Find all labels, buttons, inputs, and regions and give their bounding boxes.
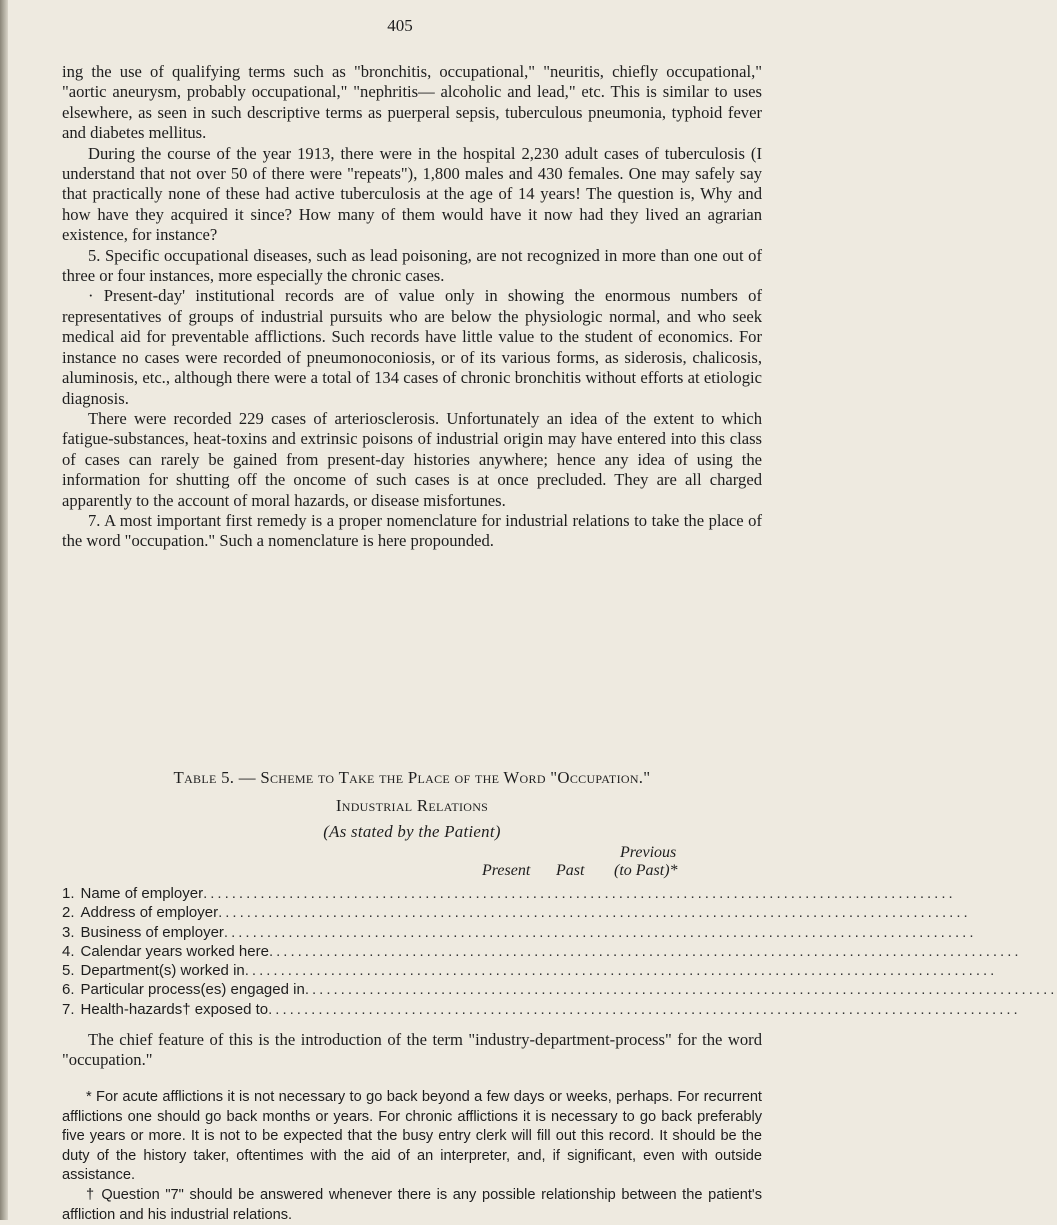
row-label: Name of employer (80, 885, 204, 902)
leader-dots: ......................................................................................................... (268, 1000, 1021, 1018)
table-subtitle: Industrial Relations (335, 796, 489, 815)
body-text-after-table (62, 1030, 762, 1071)
footnote-dagger: † Question "7" should be answered whenever there is any possible relationship between the patient's affliction and his industrial relations. (62, 1186, 762, 1223)
col-present: Present (482, 862, 531, 879)
row-number: 7. (62, 1000, 75, 1018)
table-title-main: Scheme to Take the Place of the Word "Occupation." (260, 768, 651, 787)
row-number: 6. (62, 981, 75, 999)
body-text-top (62, 62, 762, 552)
page-edge-shadow (0, 0, 8, 1220)
paragraph-6: 7. A most important first remedy is a proper nomenclature for industrial relations to take the place of the word "occupation." Such a nomenclature is here propounded. (62, 510, 762, 551)
col-past: Past (556, 862, 585, 879)
table-row (62, 942, 1022, 961)
row-label: Business of employer (80, 923, 224, 941)
table-row (62, 884, 956, 903)
row-label: Address of employer (80, 904, 219, 922)
paragraph-2: During the course of the year 1913, there were in the hospital 2,230 adult cases of tuberculosis (I understand that not over 50 of there were "repeats"), 1,800 males and 430 females. One may safely say that practically none of these had active tuberculosis at the age of 14 years! The question is, Why and how have they acquired it since? How many of them would have it now had they lived an agrarian existence, for instance? (62, 143, 762, 245)
leader-dots: ......................................................................................................... (244, 962, 998, 980)
paragraph-1: ing the use of qualifying terms such as "bronchitis, occupational," "neuritis, chiefly occupational," "aortic aneurysm, probably occupational," "nephritis— alcoholic and lead," etc. This is similar to uses elsewhere, as seen in such descriptive terms as puerperal sepsis, tuberculous pneumonia, typhoid fever and diabetes mellitus. (62, 62, 762, 143)
paragraph-5: There were recorded 229 cases of arteriosclerosis. Unfortunately an idea of the extent to which fatigue-substances, heat-toxins and extrinsic poisons of industrial origin may have entered into this class of cases can rarely be gained from present-day histories anywhere; hence any idea of using the information for shutting off the oncome of such cases is at once precluded. They are all charged apparently to the account of moral hazards, or disease misfortunes. (62, 408, 762, 510)
col-previous-line2: (to Past)* (614, 862, 678, 879)
leader-dots: ......................................................................................................... (304, 981, 1057, 999)
paragraph-3: 5. Specific occupational diseases, such as lead poisoning, are not recognized in more than one out of three or four instances, more especially the chronic cases. (62, 245, 762, 286)
leader-dots: ......................................................................................................... (268, 942, 1022, 960)
table-title (62, 768, 762, 788)
row-label: Department(s) worked in (80, 962, 245, 980)
row-label: Health-hazards† exposed to (80, 1000, 269, 1018)
table-row (62, 980, 1057, 999)
col-previous-line1: Previous (620, 844, 677, 861)
row-number: 5. (62, 962, 75, 980)
table-row (62, 961, 998, 980)
leader-dots: ......................................................................................................... (223, 923, 977, 941)
table-subsubtitle: (As stated by the Patient) (323, 822, 501, 841)
page-number: 405 (387, 16, 413, 35)
paragraph-4: · Present-day' institutional records are of value only in showing the enormous numbers of representatives of groups of industrial pursuits who are below the physiologic normal, and who seek medical aid for preventable afflictions. Such records have little value to the student of economics. For instance no cases were recorded of pneumonoconiosis, or of its various forms, as siderosis, chalicosis, aluminosis, etc., although there were a total of 134 cases of chronic bronchitis without efforts at etiologic diagnosis. (62, 286, 762, 408)
row-label: Particular process(es) engaged in (80, 981, 305, 999)
paragraph-after-table: The chief feature of this is the introduction of the term "industry-department-process" for the word "occupation." (62, 1030, 762, 1070)
footnotes (62, 1088, 762, 1225)
table-row (62, 923, 977, 942)
row-number: 2. (62, 904, 75, 922)
table-row (62, 1000, 1021, 1019)
industrial-relations-table (62, 842, 1057, 1019)
leader-dots: ......................................................................................................... (203, 885, 956, 902)
footnote-asterisk: * For acute afflictions it is not necessary to go back beyond a few days or weeks, perhaps. For recurrent afflictions one should go back months or years. For chronic afflictions it is necessary to go back preferably five years or more. It is not to be expected that the busy entry clerk will fill out this record. It should be the duty of the history taker, oftentimes with the aid of an interpreter, and, if significant, even with outside assistance. (62, 1089, 762, 1184)
leader-dots: ......................................................................................................... (218, 904, 971, 922)
row-number: 3. (62, 923, 75, 941)
row-label: Calendar years worked here (80, 942, 269, 960)
table-row (62, 903, 971, 922)
row-number: 1. (62, 885, 75, 902)
table-column-headers (62, 842, 762, 884)
table-title-prefix: Table 5. — (173, 768, 261, 787)
row-number: 4. (62, 942, 75, 960)
